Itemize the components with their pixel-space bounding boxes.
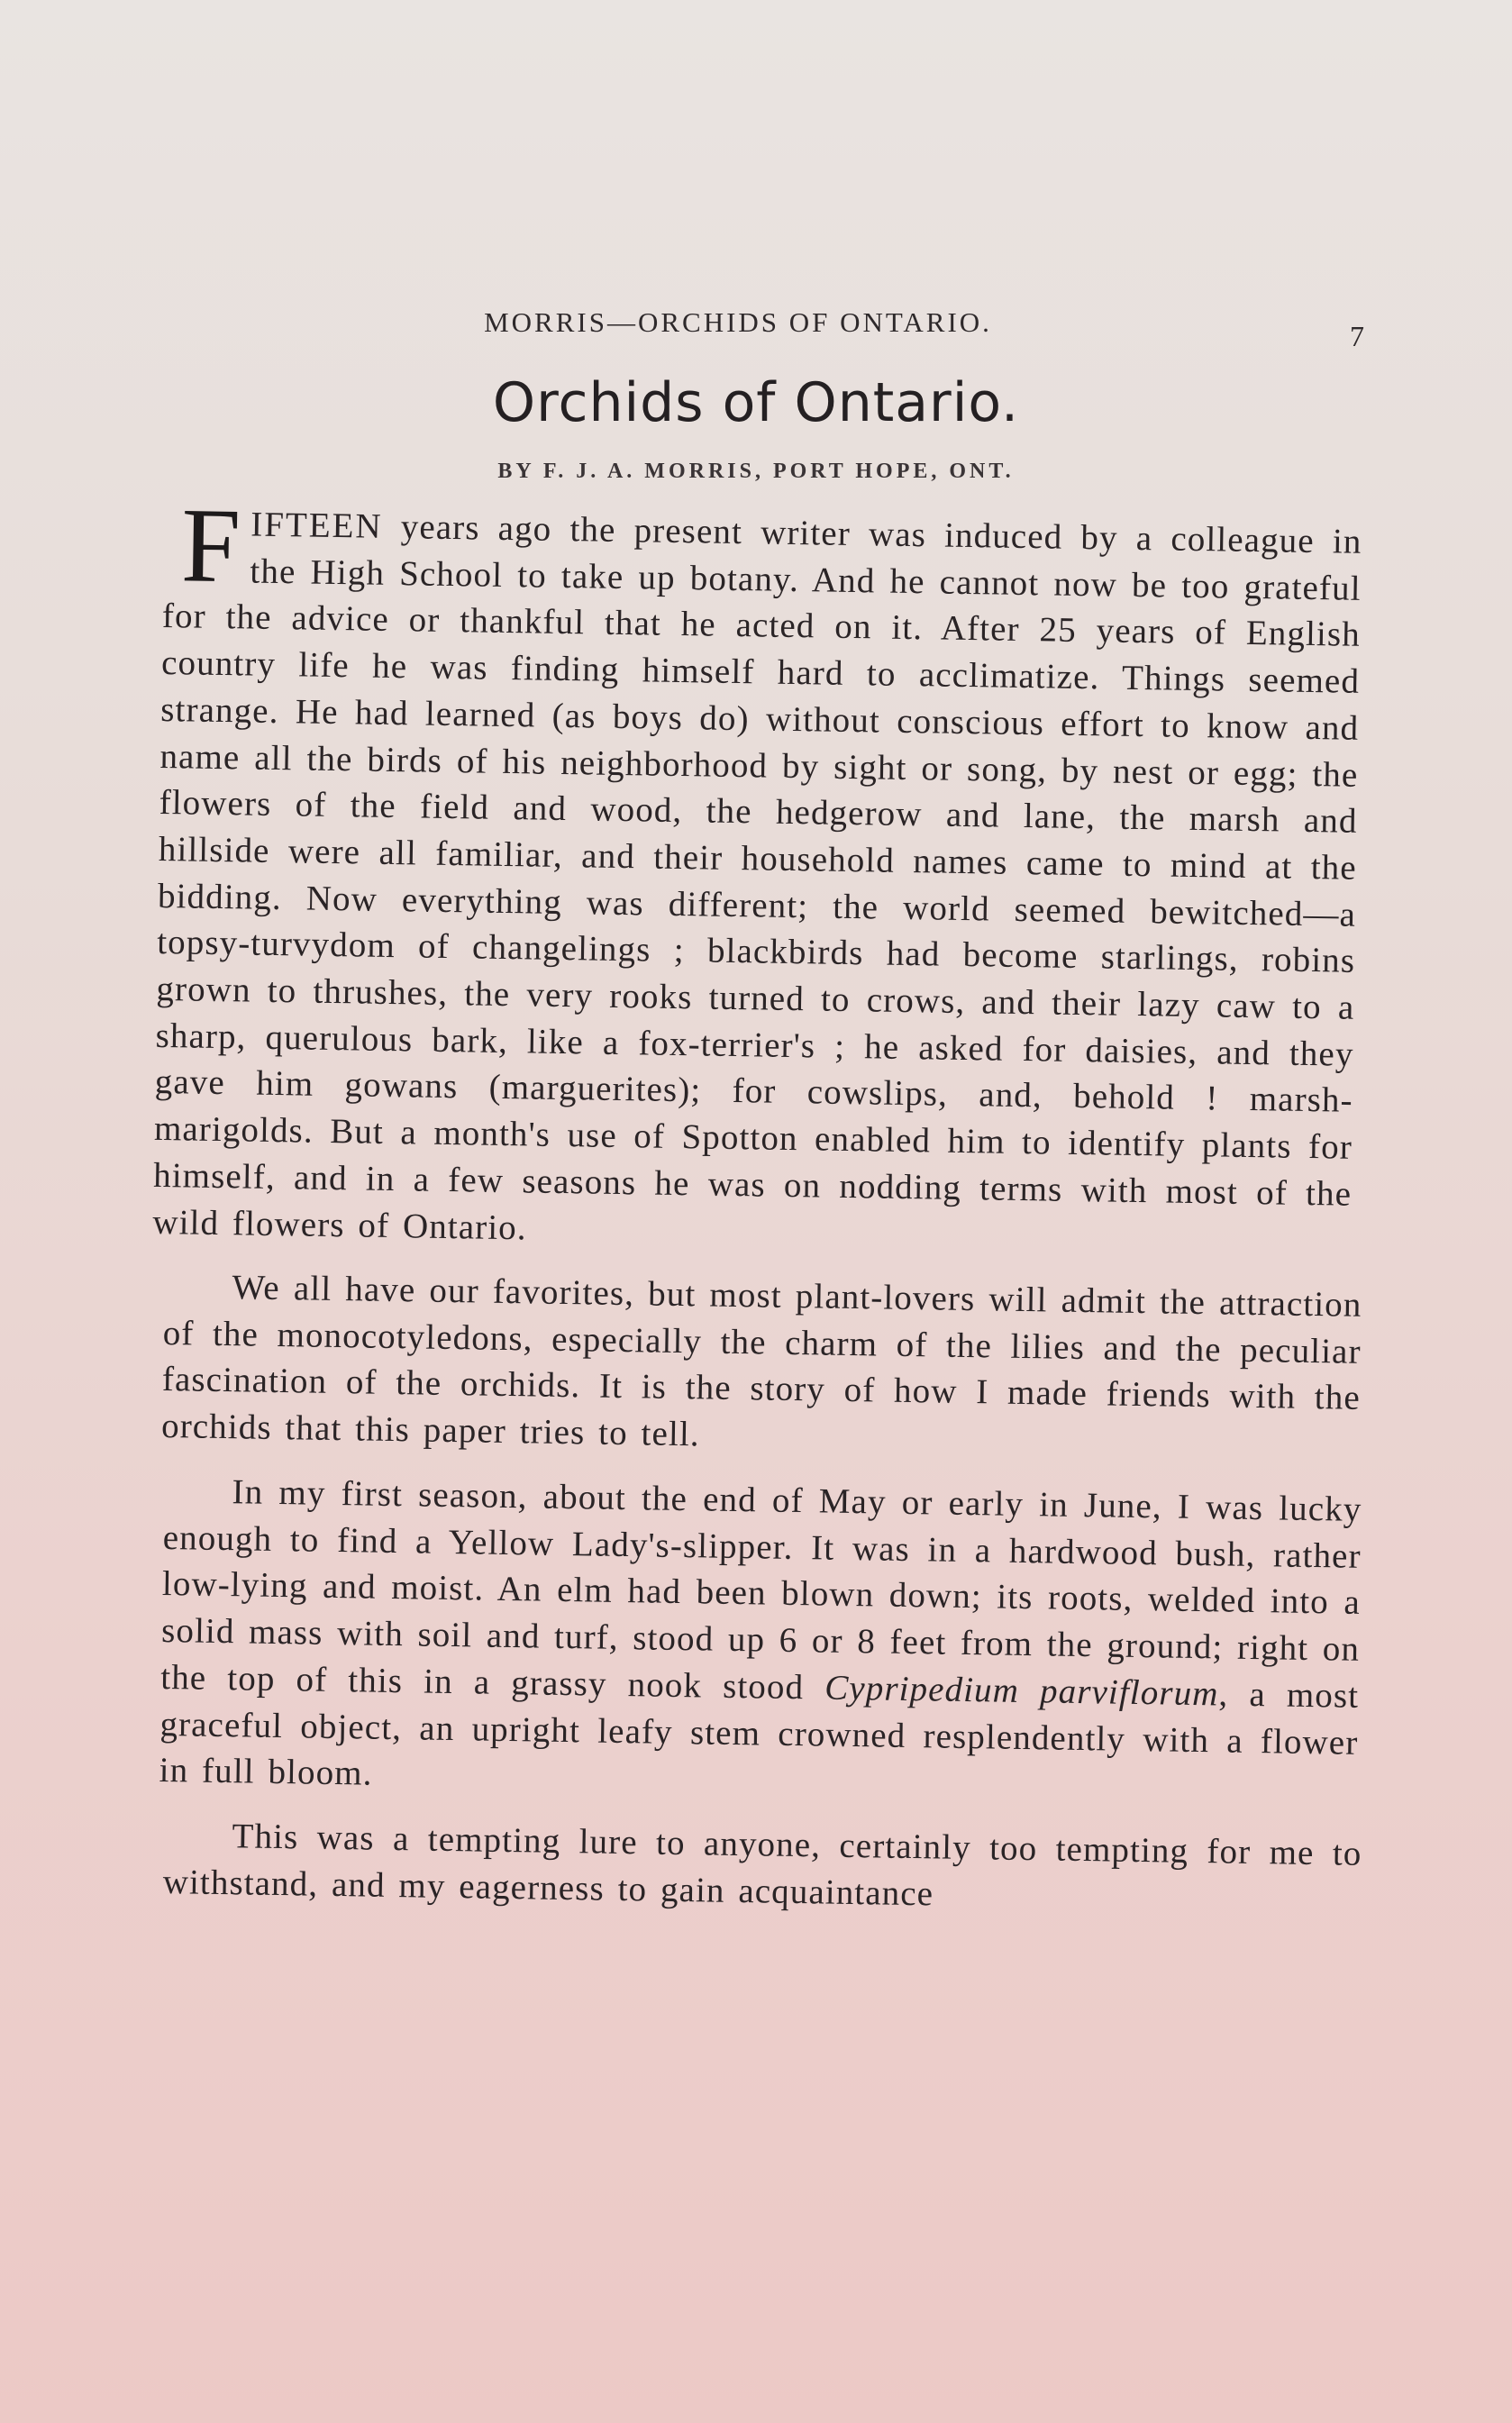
paragraph-3 — [159, 1468, 1362, 1813]
page-number: 7 — [1350, 320, 1364, 352]
paragraph-2-text: We all have our favorites, but most plant-lovers will admit the attraction of the monocotyledons, especially the charm of the lilies and the peculiar fascination of the orchids. It is the story of how I made friends with the orchids that this paper tries to tell. — [160, 1268, 1362, 1454]
running-head — [0, 306, 1512, 339]
article-title: Orchids of Ontario. — [492, 371, 1020, 434]
opening-smallcaps: IFTEEN — [250, 505, 383, 546]
paragraph-3-text-b: , a most graceful object, an upright leafy stem crowned resplendently with a flower in full bloom. — [159, 1674, 1360, 1793]
paragraph-4-text: This was a tempting lure to anyone, certainly too tempting for me to withstand, and my eagerness to gain acquaintance — [162, 1817, 1362, 1914]
paragraph-1 — [152, 486, 1362, 1264]
species-name: Cypripedium parviflorum — [824, 1668, 1219, 1714]
paragraph-3-text-a: In my first season, about the end of May or early in June, I was lucky enough to find a Yellow Lady's-slipper. It was in a hardwood bush, rather low-lying and moist. An elm had been blown down; its roots, welded into a solid mass with soil and turf, stood up 6 or 8 feet from the ground; right on the top of this in a grassy nook stood — [160, 1472, 1362, 1708]
article-body — [152, 486, 1362, 1914]
paragraph-2 — [161, 1263, 1362, 1469]
byline: BY F. J. A. MORRIS, PORT HOPE, ONT. — [497, 460, 1015, 483]
running-title: MORRIS—ORCHIDS OF ONTARIO. — [484, 306, 992, 338]
drop-cap: F — [180, 486, 242, 606]
paragraph-1-text: years ago the present writer was induced by a colleague in the High School to take up botany. And he cannot now be too grateful for the advice or thankful that he acted on it. After 25 years of English country life he was finding himself hard to acclimatize. Things seemed strange. He had learned (as boys do) without conscious effort to know and name all the birds of his neighborhood by sight or song, by nest or egg; the flowers of the field and wood, the hedgerow and lane, the marsh and hillside were all familiar, and their household names came to mind at the bidding. Now everything was different; the world seemed bewitched—a topsy-turvydom of changelings ; blackbirds had become starlings, robins grown to thrushes, the very rooks turned to crows, and their lazy caw to a sharp, querulous bark, like a fox-terrier's ; he asked for daisies, and they gave him gowans (marguerites); for cowslips, and, behold ! marsh-marigolds. But a month's use of Spotton enabled him to identify plants for himself, and in a few seasons he was on nodding terms with most of the wild flowers of Ontario. — [152, 506, 1362, 1247]
paragraph-4 — [162, 1812, 1362, 1924]
